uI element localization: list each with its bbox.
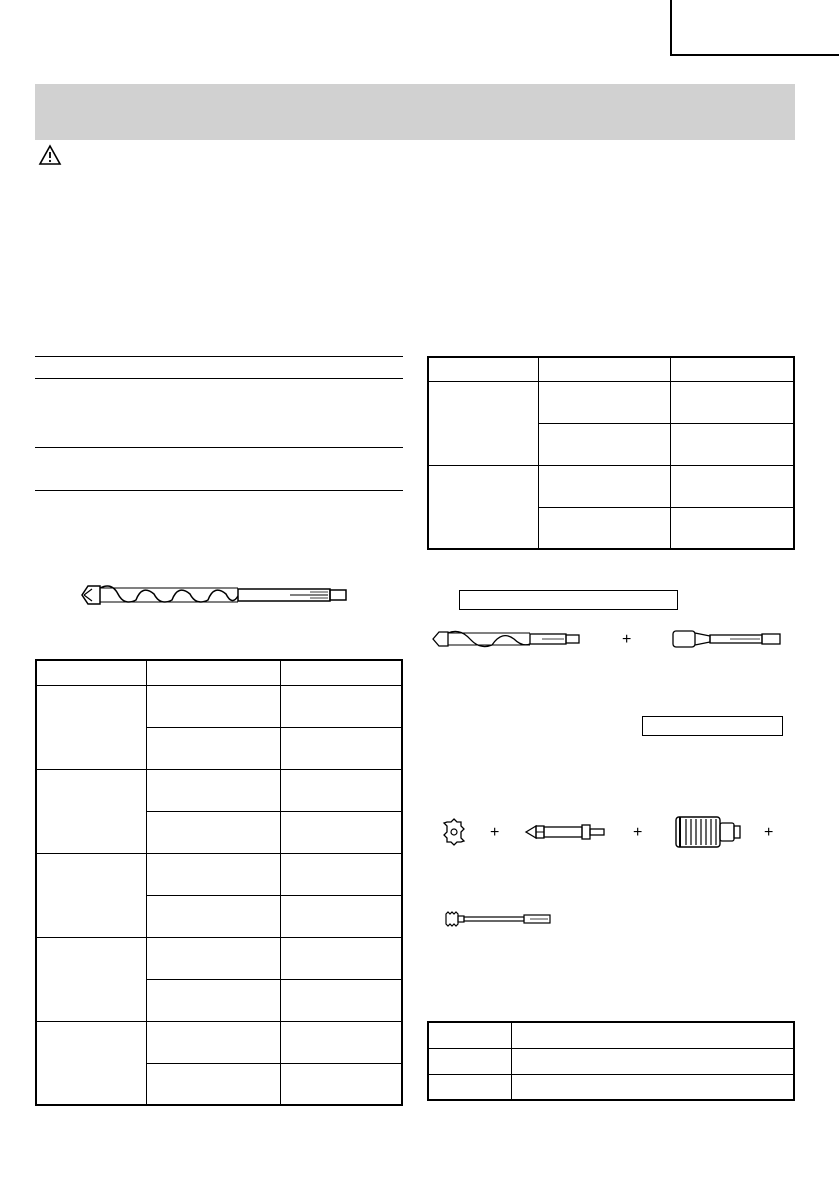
table-cell — [146, 895, 280, 937]
table-header-cell — [428, 357, 538, 381]
taper-adapter-icon — [670, 627, 784, 651]
table-cell — [671, 381, 794, 423]
table-header-cell — [281, 660, 402, 685]
table-header-cell — [428, 1022, 512, 1048]
table-cell — [538, 465, 670, 507]
table-cell — [146, 811, 280, 853]
table-cell — [428, 381, 538, 465]
table-cell — [428, 1048, 512, 1074]
table-cell — [36, 853, 146, 937]
table-cell — [428, 1074, 512, 1100]
table-header-cell — [36, 660, 146, 685]
table-cell — [538, 507, 670, 549]
table-cell — [512, 1074, 794, 1100]
core-bit-icon — [672, 814, 742, 850]
table-cell — [36, 769, 146, 853]
table-cell — [671, 423, 794, 465]
label-box-straight-bit — [459, 590, 678, 610]
table-cell — [281, 853, 402, 895]
table-cell — [146, 1063, 280, 1105]
table-header-cell — [538, 357, 670, 381]
bottom-right-table — [427, 1021, 795, 1101]
table-cell — [281, 1021, 402, 1063]
table-header-cell — [146, 660, 280, 685]
table-cell — [146, 769, 280, 811]
label-box-core-bit — [642, 716, 783, 736]
table-cell — [538, 381, 670, 423]
table-header-cell — [671, 357, 794, 381]
table-cell — [281, 685, 402, 727]
table-cell — [146, 727, 280, 769]
table-cell — [281, 727, 402, 769]
left-bit-table — [35, 659, 403, 1106]
table-cell — [538, 423, 670, 465]
plus-sign: + — [490, 824, 500, 841]
spec-rule-4 — [35, 490, 403, 491]
table-cell — [281, 1063, 402, 1105]
table-cell — [146, 685, 280, 727]
table-cell — [428, 465, 538, 549]
page-corner-tab — [670, 0, 839, 56]
table-cell — [281, 769, 402, 811]
spec-rule-2 — [35, 378, 403, 379]
table-cell — [146, 937, 280, 979]
table-cell — [146, 853, 280, 895]
table-cell — [36, 1021, 146, 1105]
table-cell — [281, 937, 402, 979]
table-cell — [36, 937, 146, 1021]
spec-rule-1 — [35, 356, 403, 357]
plus-sign: + — [764, 824, 774, 841]
guide-plate-icon — [442, 817, 466, 847]
plus-sign: + — [633, 824, 643, 841]
straight-shank-bit-icon — [430, 628, 582, 650]
table-cell — [671, 507, 794, 549]
table-cell — [146, 1021, 280, 1063]
warning-triangle-icon — [38, 144, 62, 166]
table-cell — [281, 979, 402, 1021]
table-cell — [281, 895, 402, 937]
center-pin-icon — [524, 822, 608, 842]
drill-bit-icon — [78, 580, 350, 610]
table-cell — [281, 811, 402, 853]
right-bit-table — [427, 356, 795, 550]
table-cell — [671, 465, 794, 507]
table-cell — [512, 1048, 794, 1074]
shank-icon — [444, 910, 554, 928]
table-header-cell — [512, 1022, 794, 1048]
table-cell — [36, 685, 146, 769]
spec-rule-3 — [35, 447, 403, 448]
table-cell — [146, 979, 280, 1021]
plus-sign: + — [622, 631, 632, 648]
section-header-band — [35, 84, 795, 140]
